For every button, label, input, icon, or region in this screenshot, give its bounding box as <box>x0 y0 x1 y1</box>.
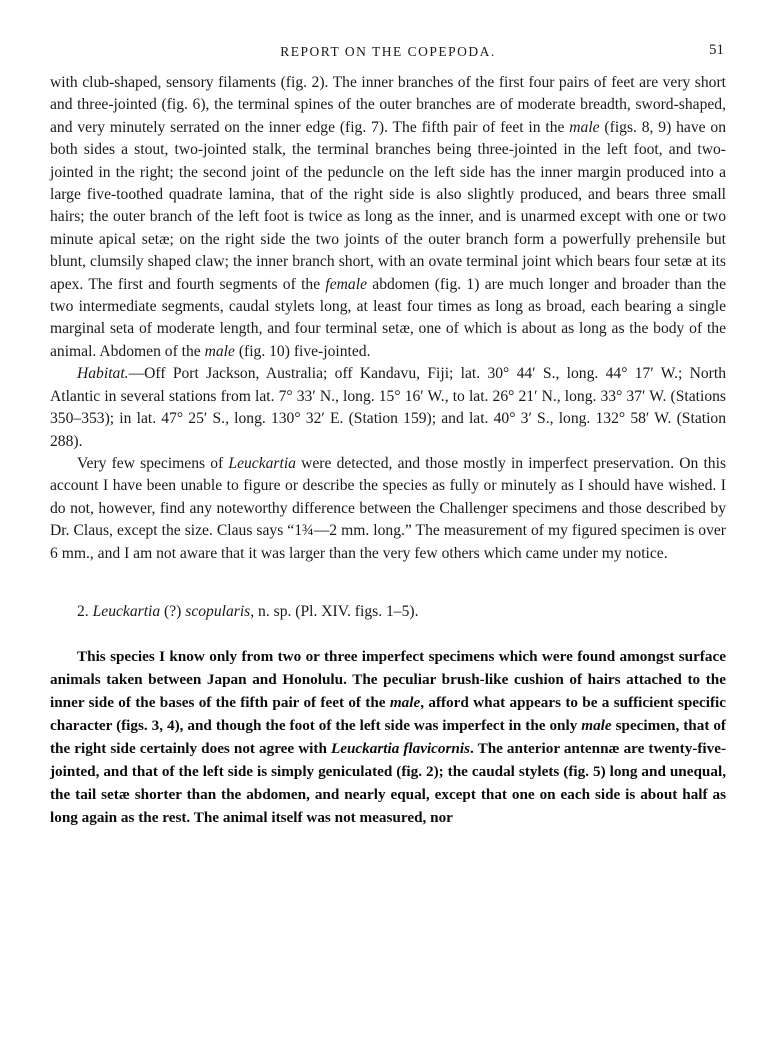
page <box>50 40 726 829</box>
text-run: (fig. 10) five-jointed. <box>234 342 371 360</box>
italic-text: male <box>204 342 235 360</box>
text-run: , n. sp. (Pl. XIV. figs. 1–5). <box>250 602 419 620</box>
running-head <box>50 40 726 66</box>
page-number: 51 <box>709 42 724 58</box>
text-run: —Off Port Jackson, Australia; off Kandavu, Fiji; lat. 30° 44′ S., long. 44° 17′ W.; North Atlantic in several stations from lat. 7° 33′ N., long. 15° 16′ W., to lat. 26° 21′ N., long. 33° 37′ W. (Stations 350–353); in lat. 47° 25′ S., long. 130° 32′ E. (Station 159); and lat. 40° 3′ S., long. 132° 58′ W. (Station 288). <box>50 365 726 450</box>
text-run: specimen, that of the right side certainly does not agree with <box>50 716 726 757</box>
text-run: with club-shaped, sensory filaments (fig. 2). The inner branches of the first four pairs of feet are very short and three-jointed (fig. 6), the terminal spines of the outer branches are of moderate breadth, sword-shaped, and very minutely serrated on the inner edge (fig. 7). The fifth pair of feet in the <box>50 74 726 136</box>
italic-text: Habitat. <box>77 365 129 383</box>
description-paragraph <box>50 72 726 363</box>
italic-text: male <box>389 693 421 711</box>
italic-text: male <box>569 118 600 136</box>
text-run: (?) <box>160 602 186 620</box>
text-run: , afford what appears to be a sufficient specific character (figs. 3, 4), and though the foot of the left side was imperfect in the only <box>50 693 726 734</box>
habitat-paragraph <box>50 363 726 453</box>
text-run: abdomen (fig. 1) are much longer and broader than the two intermediate segments, caudal stylets long, at least four times as long as broad, each bearing a single marginal seta of moderate length, and four terminal setæ, one of which is about as long as the body of the animal. Abdomen of the <box>50 275 726 360</box>
text-run: . The anterior antennæ are twenty-five-jointed, and that of the left side is simply geniculated (fig. 2); the caudal stylets (fig. 5) long and unequal, the tail setæ shorter than the abdomen, and nearly equal, except that one on each side is about half as long again as the rest. The animal itself was not measured, nor <box>50 739 727 826</box>
text-run: This species I know only from two or three imperfect specimens which were found amongst surface animals taken between Japan and Honolulu. The peculiar brush-like cushion of hairs attached to the inner side of the bases of the fifth pair of feet of the <box>50 647 726 711</box>
text-run: (figs. 8, 9) have on both sides a stout, two-jointed stalk, the terminal branches being three-jointed in the left foot, and two-jointed in the right; the second joint of the peduncle on the left side has the inner margin produced into a large five-toothed quadrate lamina, that of the right side is also slightly produced, and bears three small hairs; the outer branch of the left foot is twice as long as the inner, and is unarmed except with one or two minute apical setæ; on the right side the two joints of the outer branch form a powerfully prehensile but blunt, clumsily shaped claw; the inner branch short, with an ovate terminal joint which bears four setæ at its apex. The first and fourth segments of the <box>50 118 726 293</box>
text-run: 2. <box>77 602 93 620</box>
italic-text: Leuckartia <box>228 454 296 472</box>
italic-text: female <box>325 275 367 293</box>
text-run: were detected, and those mostly in imperfect preservation. On this account I have been unable to figure or describe the species as fully or minutely as I should have wished. I do not, however, find any noteworthy difference between the Challenger specimens and those described by Dr. Claus, except the size. Claus says “1¾—2 mm. long.” The measurement of my figured specimen is over 6 mm., and I am not aware that it was larger than the very few others which came under my notice. <box>50 454 727 562</box>
species-description-paragraph <box>50 645 726 829</box>
italic-text: Leuckartia flavicornis <box>330 739 470 757</box>
running-title: REPORT ON THE COPEPODA. <box>280 44 496 59</box>
remarks-paragraph <box>50 453 726 565</box>
italic-text: male <box>581 716 612 734</box>
text-run: Very few specimens of <box>77 454 229 472</box>
italic-text: scopularis <box>185 602 251 620</box>
italic-text: Leuckartia <box>92 602 161 620</box>
species-heading <box>50 601 726 623</box>
